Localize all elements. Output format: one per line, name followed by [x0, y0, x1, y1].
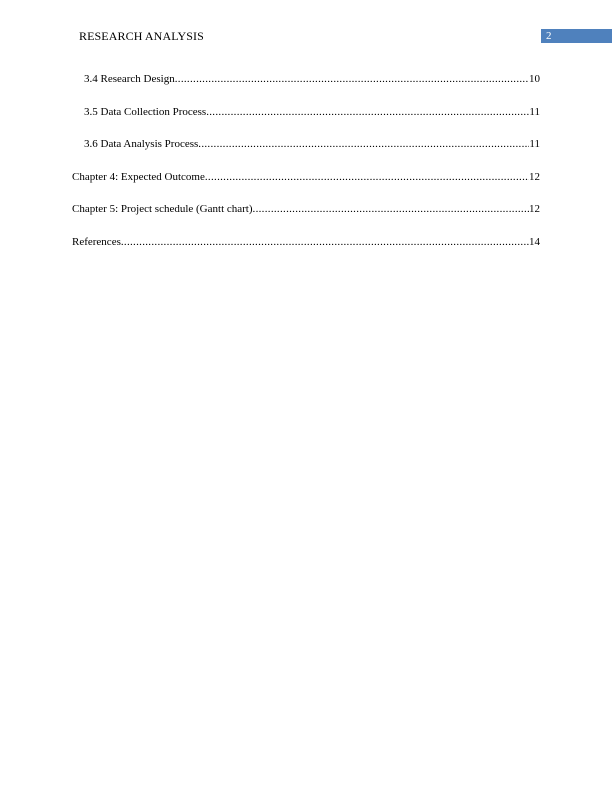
toc-entry[interactable]: [72, 170, 540, 184]
toc-entry-page: 11: [529, 138, 540, 150]
toc-dot-leader: [121, 235, 529, 249]
toc-entry[interactable]: [84, 72, 540, 86]
toc-entry[interactable]: [72, 202, 540, 216]
toc-entry[interactable]: [84, 105, 540, 119]
toc-entry[interactable]: [84, 137, 540, 151]
toc-dot-leader: [253, 202, 529, 216]
toc-entry-label: Chapter 5: Project schedule (Gantt chart): [72, 203, 253, 215]
toc-entry-page: 11: [529, 106, 540, 118]
toc-dot-leader: [198, 137, 529, 151]
toc-entry[interactable]: [72, 235, 540, 249]
toc-entry-label: 3.6 Data Analysis Process: [84, 138, 199, 150]
toc-entry-label: 3.4 Research Design: [84, 73, 175, 85]
running-header-title: RESEARCH ANALYSIS: [79, 29, 204, 43]
toc-entry-label: Chapter 4: Expected Outcome: [72, 171, 205, 183]
toc-entry-page: 14: [529, 236, 540, 248]
toc-dot-leader: [206, 105, 529, 119]
toc-entry-label: References: [72, 236, 121, 248]
toc-entry-page: 12: [529, 171, 540, 183]
toc-entry-page: 10: [529, 73, 540, 85]
toc-entry-page: 12: [529, 203, 540, 215]
toc-dot-leader: [205, 170, 529, 184]
page-number-badge: [541, 29, 612, 43]
toc-dot-leader: [175, 72, 529, 86]
page-number: 2: [546, 30, 552, 42]
toc-entry-label: 3.5 Data Collection Process: [84, 106, 207, 118]
